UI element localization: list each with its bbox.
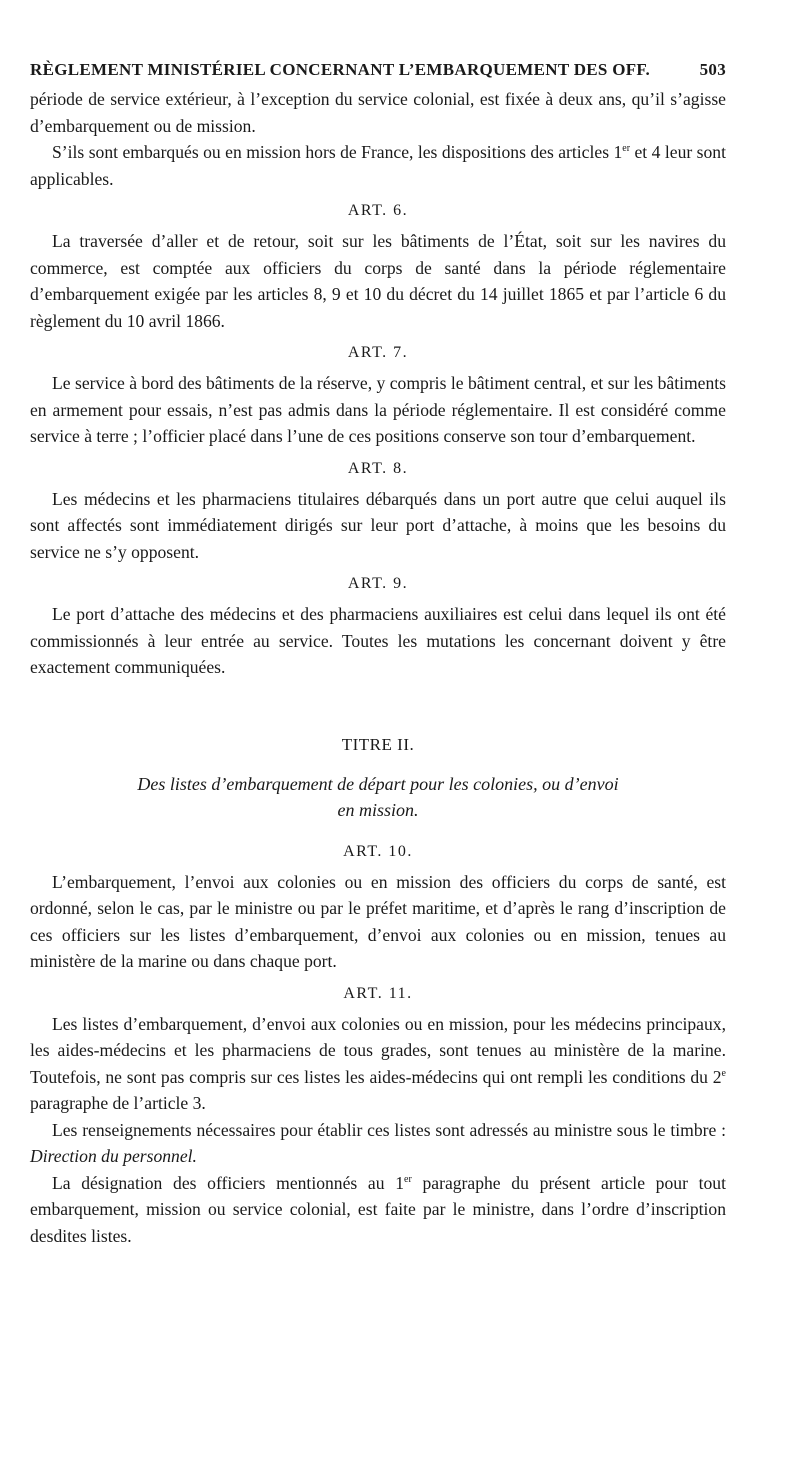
- superscript: er: [404, 1173, 412, 1185]
- header-title: RÈGLEMENT MINISTÉRIEL CONCERNANT L’EMBARQUEMENT DES OFF.: [30, 60, 651, 79]
- paragraph-text: paragraphe de l’article 3.: [30, 1093, 206, 1113]
- paragraph-text: Les listes d’embarquement, d’envoi aux colonies ou en mission, pour les médecins principaux, les aides-médecins et les pharmaciens de tous grades, sont tenues au ministère de la marine. Toutefois, ne sont pas compris sur ces listes les aides-médecins qui ont rempli les conditions du 2: [30, 1013, 726, 1087]
- subtitle-line: en mission.: [337, 799, 419, 820]
- paragraph: Le service à bord des bâtiments de la réserve, y compris le bâtiment central, et sur les bâtiments en armement pour essais, n’est pas admis dans la période réglementaire. Il est considéré comme service à terre ; l’officier placé dans l’une de ces positions conserve son tour d’embarquement.: [30, 373, 726, 446]
- paragraph: [30, 139, 726, 192]
- paragraph: L’embarquement, l’envoi aux colonies ou en mission des officiers du corps de santé, est ordonné, selon le cas, par le ministre ou par le préfet maritime, et d’après le rang d’inscription de ces officiers sur les listes d’embarquement, d’envoi aux colonies ou en mission, tenues au ministère de la marine ou dans chaque port.: [30, 871, 726, 971]
- paragraph-text: et 4 leur sont applicables.: [30, 142, 726, 189]
- article-heading: ART. 10.: [343, 842, 413, 860]
- superscript: er: [622, 143, 631, 155]
- article-heading: ART. 6.: [347, 202, 409, 219]
- running-header: [30, 60, 726, 80]
- article-heading: ART. 9.: [347, 575, 409, 592]
- subtitle-line: Des listes d’embarquement de départ pour les colonies, ou d’envoi: [137, 773, 619, 794]
- page-number: 503: [699, 60, 726, 79]
- paragraph: Le port d’attache des médecins et des pharmaciens auxiliaires est celui dans lequel ils ont été commissionnés à leur entrée au service. Toutes les mutations les concernant doivent y être exactement communiquées.: [30, 604, 726, 677]
- section-title: TITRE II.: [341, 734, 415, 754]
- paragraph: [30, 1117, 726, 1170]
- paragraph: [30, 1011, 726, 1117]
- article-heading: ART. 7.: [347, 344, 409, 361]
- paragraph: période de service extérieur, à l’exception du service colonial, est fixée à deux ans, qu’il s’agisse d’embarquement ou de mission.: [30, 89, 726, 136]
- paragraph: Les médecins et les pharmaciens titulaires débarqués dans un port autre que celui auquel ils sont affectés sont immédiatement dirigés sur leur port d’attache, à moins que les besoins du service ne s’y opposent.: [30, 488, 726, 562]
- paragraph: [30, 1170, 726, 1250]
- document-page: [30, 60, 726, 1249]
- paragraph-text: La désignation des officiers mentionnés au 1: [52, 1172, 405, 1193]
- article-heading: ART. 11.: [343, 984, 413, 1002]
- paragraph-text: S’ils sont embarqués ou en mission hors de France, les dispositions des articles 1: [52, 142, 623, 162]
- paragraph-text: Les renseignements nécessaires pour établir ces listes sont adressés au ministre sous le timbre :: [52, 1119, 726, 1140]
- italic-text: Direction du personnel.: [30, 1146, 197, 1166]
- superscript: e: [721, 1067, 726, 1079]
- article-heading: ART. 8.: [347, 459, 409, 477]
- paragraph-text: paragraphe du présent article pour tout embarquement, mission ou service colonial, est faite par le ministre, dans l’ordre d’inscription desdites listes.: [30, 1172, 726, 1246]
- paragraph: La traversée d’aller et de retour, soit sur les bâtiments de l’État, soit sur les navires du commerce, est comptée aux officiers du corps de santé dans la période réglementaire d’embarquement exigée par les articles 8, 9 et 10 du décret du 14 juillet 1865 et par l’article 6 du règlement du 10 avril 1866.: [30, 231, 726, 331]
- section-subtitle: [30, 771, 726, 823]
